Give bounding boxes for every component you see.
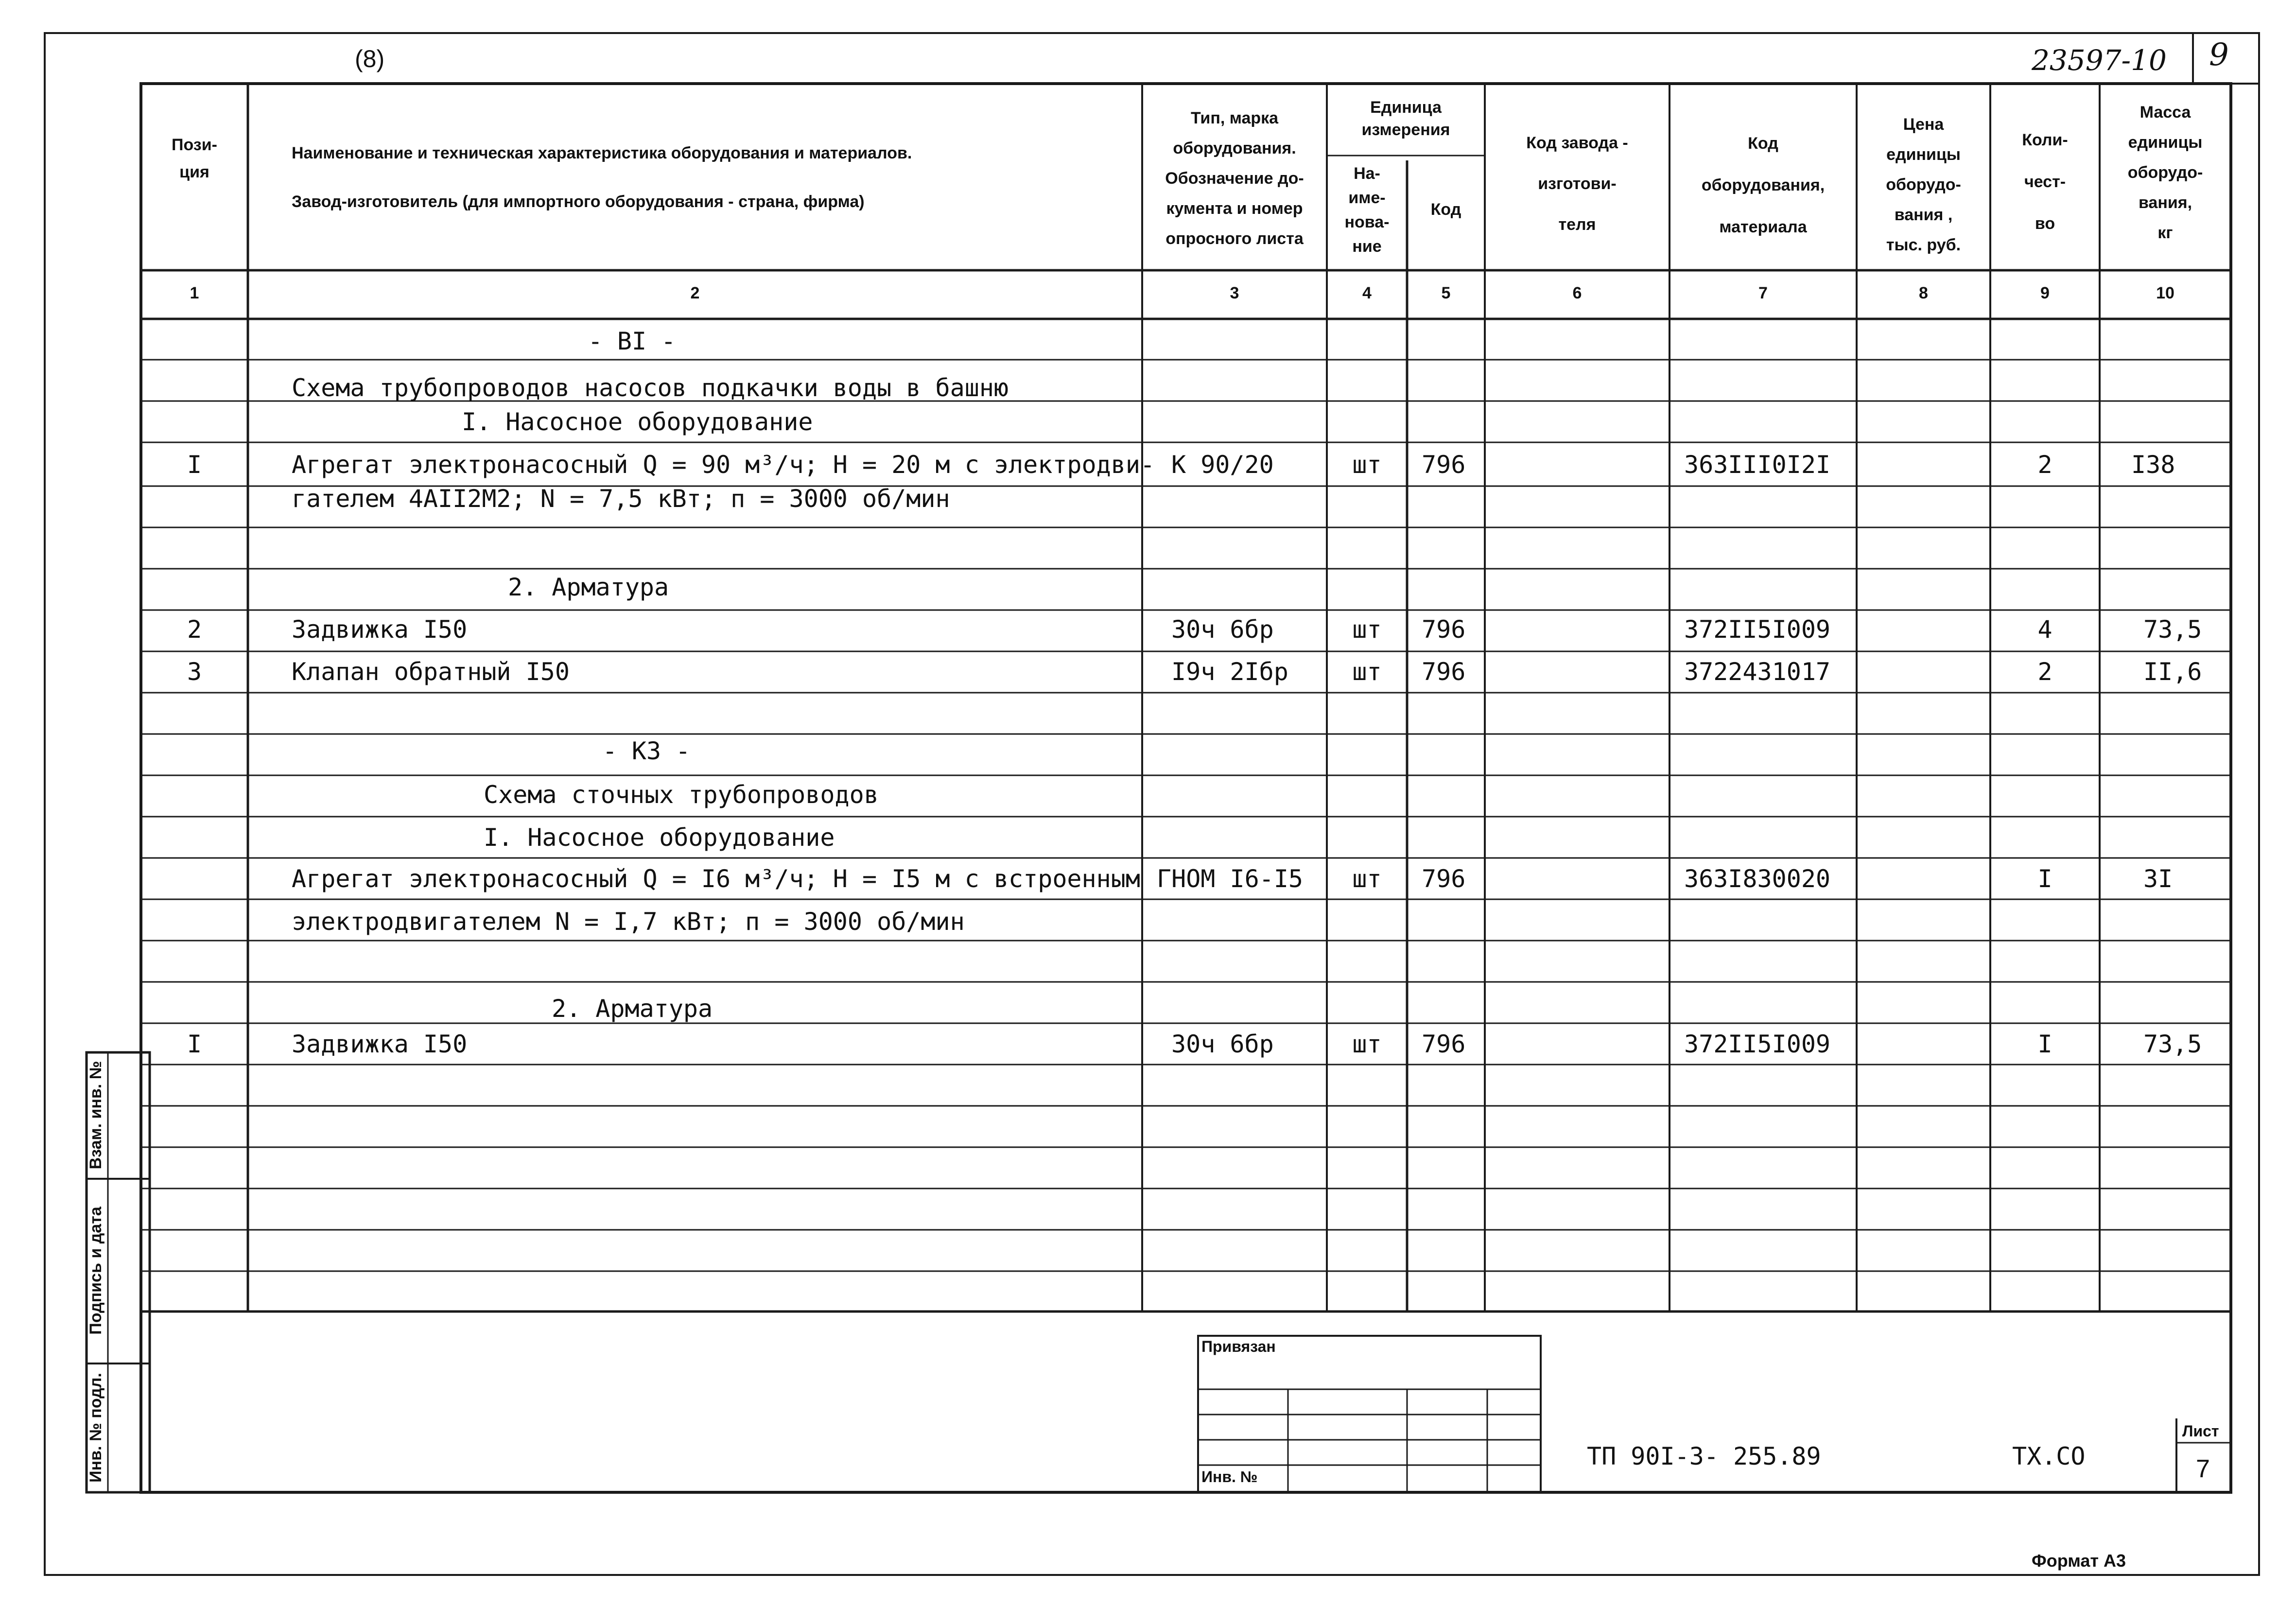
colnum-8: 8	[1919, 284, 1928, 302]
row-2-equipment-code: 372II5I009	[1684, 615, 1831, 644]
row-1-unit: шт	[1352, 451, 1382, 479]
row-3-mass: II,6	[2143, 658, 2202, 686]
row-2-type: 30ч 6бр	[1171, 615, 1274, 644]
row-4-unit-code: 796	[1422, 865, 1466, 893]
row-subsection-pumps-1: I. Насосное оборудование	[462, 408, 813, 436]
list-label: Лист	[2182, 1422, 2219, 1440]
row-4-mass: 3I	[2143, 865, 2173, 893]
row-2-description: Задвижка I50	[292, 615, 468, 644]
row-2-unit-code: 796	[1422, 615, 1466, 644]
header-description: Наименование и техническая характеристика оборудования и материалов. Завод-изготовитель (для импортного оборудования - страна, фирма)	[292, 144, 912, 211]
colnum-5: 5	[1441, 284, 1451, 302]
row-1-mass: I38	[2131, 451, 2175, 479]
row-subsection-pumps-2: I. Насосное оборудование	[484, 823, 835, 852]
row-4-description: Агрегат электронасосный Q = I6 м³/ч; Н = I5 м с встроенным	[292, 865, 1140, 893]
row-2-quantity: 4	[2037, 615, 2052, 644]
row-5-position: I	[187, 1030, 202, 1058]
row-3-unit: шт	[1352, 658, 1382, 686]
colnum-6: 6	[1572, 284, 1582, 302]
side-stamp-replacement-inv: Взам. инв. №	[87, 1061, 105, 1170]
row-1-position: I	[187, 451, 202, 479]
colnum-10: 10	[2156, 284, 2174, 302]
row-3-type: I9ч 2Iбр	[1171, 658, 1288, 686]
row-5-unit-code: 796	[1422, 1030, 1466, 1058]
row-4-type: ГНОМ I6-I5	[1157, 865, 1304, 893]
row-4-description-cont: электродвигателем N = I,7 кВт; п = 3000 об/мин	[292, 908, 965, 936]
sheet-number: 9	[2209, 37, 2229, 73]
row-5-description: Задвижка I50	[292, 1030, 468, 1058]
header-equipment-code: Код оборудования, материала	[1701, 134, 1825, 236]
colnum-4: 4	[1362, 284, 1372, 302]
colnum-9: 9	[2040, 284, 2050, 302]
row-3-position: 3	[187, 658, 202, 686]
header-type: Тип, марка оборудования. Обозначение до- кумента и номер опросного листа	[1165, 109, 1304, 248]
row-3-equipment-code: 3722431017	[1684, 658, 1831, 686]
row-5-mass: 73,5	[2143, 1030, 2202, 1058]
header-unit-code: Код	[1430, 200, 1461, 219]
row-1-unit-code: 796	[1422, 451, 1466, 479]
row-1-equipment-code: 363III0I2I	[1684, 451, 1831, 479]
row-section-k3: - К3 -	[602, 737, 691, 765]
top-left-mark: (8)	[355, 45, 385, 72]
header-quantity: Коли- чест- во	[2022, 131, 2068, 233]
row-scheme-title-1: Схема трубопроводов насосов подкачки воды в башню	[292, 374, 1009, 402]
row-3-unit-code: 796	[1422, 658, 1466, 686]
header-unit: Единица измерения	[1361, 98, 1450, 139]
row-scheme-title-2: Схема сточных трубопроводов	[484, 781, 879, 809]
header-mass: Масса единицы оборудо- вания, кг	[2127, 103, 2203, 242]
header-factory-code: Код завода - изготови- теля	[1526, 134, 1628, 234]
row-subsection-fittings-1: 2. Арматура	[508, 573, 669, 601]
row-subsection-fittings-2: 2. Арматура	[552, 995, 713, 1023]
header-unit-name: На- име- нова- ние	[1344, 164, 1390, 256]
row-1-description-cont: гателем 4АII2М2; N = 7,5 кВт; п = 3000 об/мин	[292, 485, 950, 513]
row-3-description: Клапан обратный I50	[292, 658, 570, 686]
row-2-mass: 73,5	[2143, 615, 2202, 644]
row-5-quantity: I	[2037, 1030, 2052, 1058]
header-position: Пози- ция	[172, 136, 217, 181]
section-code: ТХ.СО	[2012, 1442, 2086, 1470]
title-block-inv-no: Инв. №	[1201, 1468, 1258, 1486]
side-stamp-original-inv: Инв. № подл.	[87, 1373, 105, 1483]
colnum-7: 7	[1758, 284, 1768, 302]
list-value: 7	[2196, 1455, 2210, 1483]
row-1-type: К 90/20	[1171, 451, 1274, 479]
row-4-quantity: I	[2037, 865, 2052, 893]
row-4-equipment-code: 363I830020	[1684, 865, 1831, 893]
side-stamp-signature-date: Подпись и дата	[87, 1206, 105, 1335]
header-price: Цена единицы оборудо- вания , тыс. руб.	[1886, 115, 1961, 254]
row-3-quantity: 2	[2037, 658, 2052, 686]
row-5-unit: шт	[1352, 1030, 1382, 1058]
row-1-quantity: 2	[2037, 451, 2052, 479]
colnum-3: 3	[1230, 284, 1239, 302]
row-1-description: Агрегат электронасосный Q = 90 м³/ч; Н = 20 м с электродви-	[292, 451, 1155, 479]
colnum-1: 1	[190, 284, 199, 302]
row-section-v1: - ВI -	[588, 327, 676, 355]
row-2-position: 2	[187, 615, 202, 644]
format-label: Формат А3	[2032, 1551, 2126, 1571]
row-4-unit: шт	[1352, 865, 1382, 893]
colnum-2: 2	[690, 284, 700, 302]
project-code: ТП 90I-3- 255.89	[1587, 1442, 1821, 1470]
document-number: 23597-10	[2032, 44, 2167, 77]
row-5-equipment-code: 372II5I009	[1684, 1030, 1831, 1058]
row-2-unit: шт	[1352, 615, 1382, 644]
title-block-privyazan: Привязан	[1201, 1338, 1276, 1355]
row-5-type: 30ч 6бр	[1171, 1030, 1274, 1058]
